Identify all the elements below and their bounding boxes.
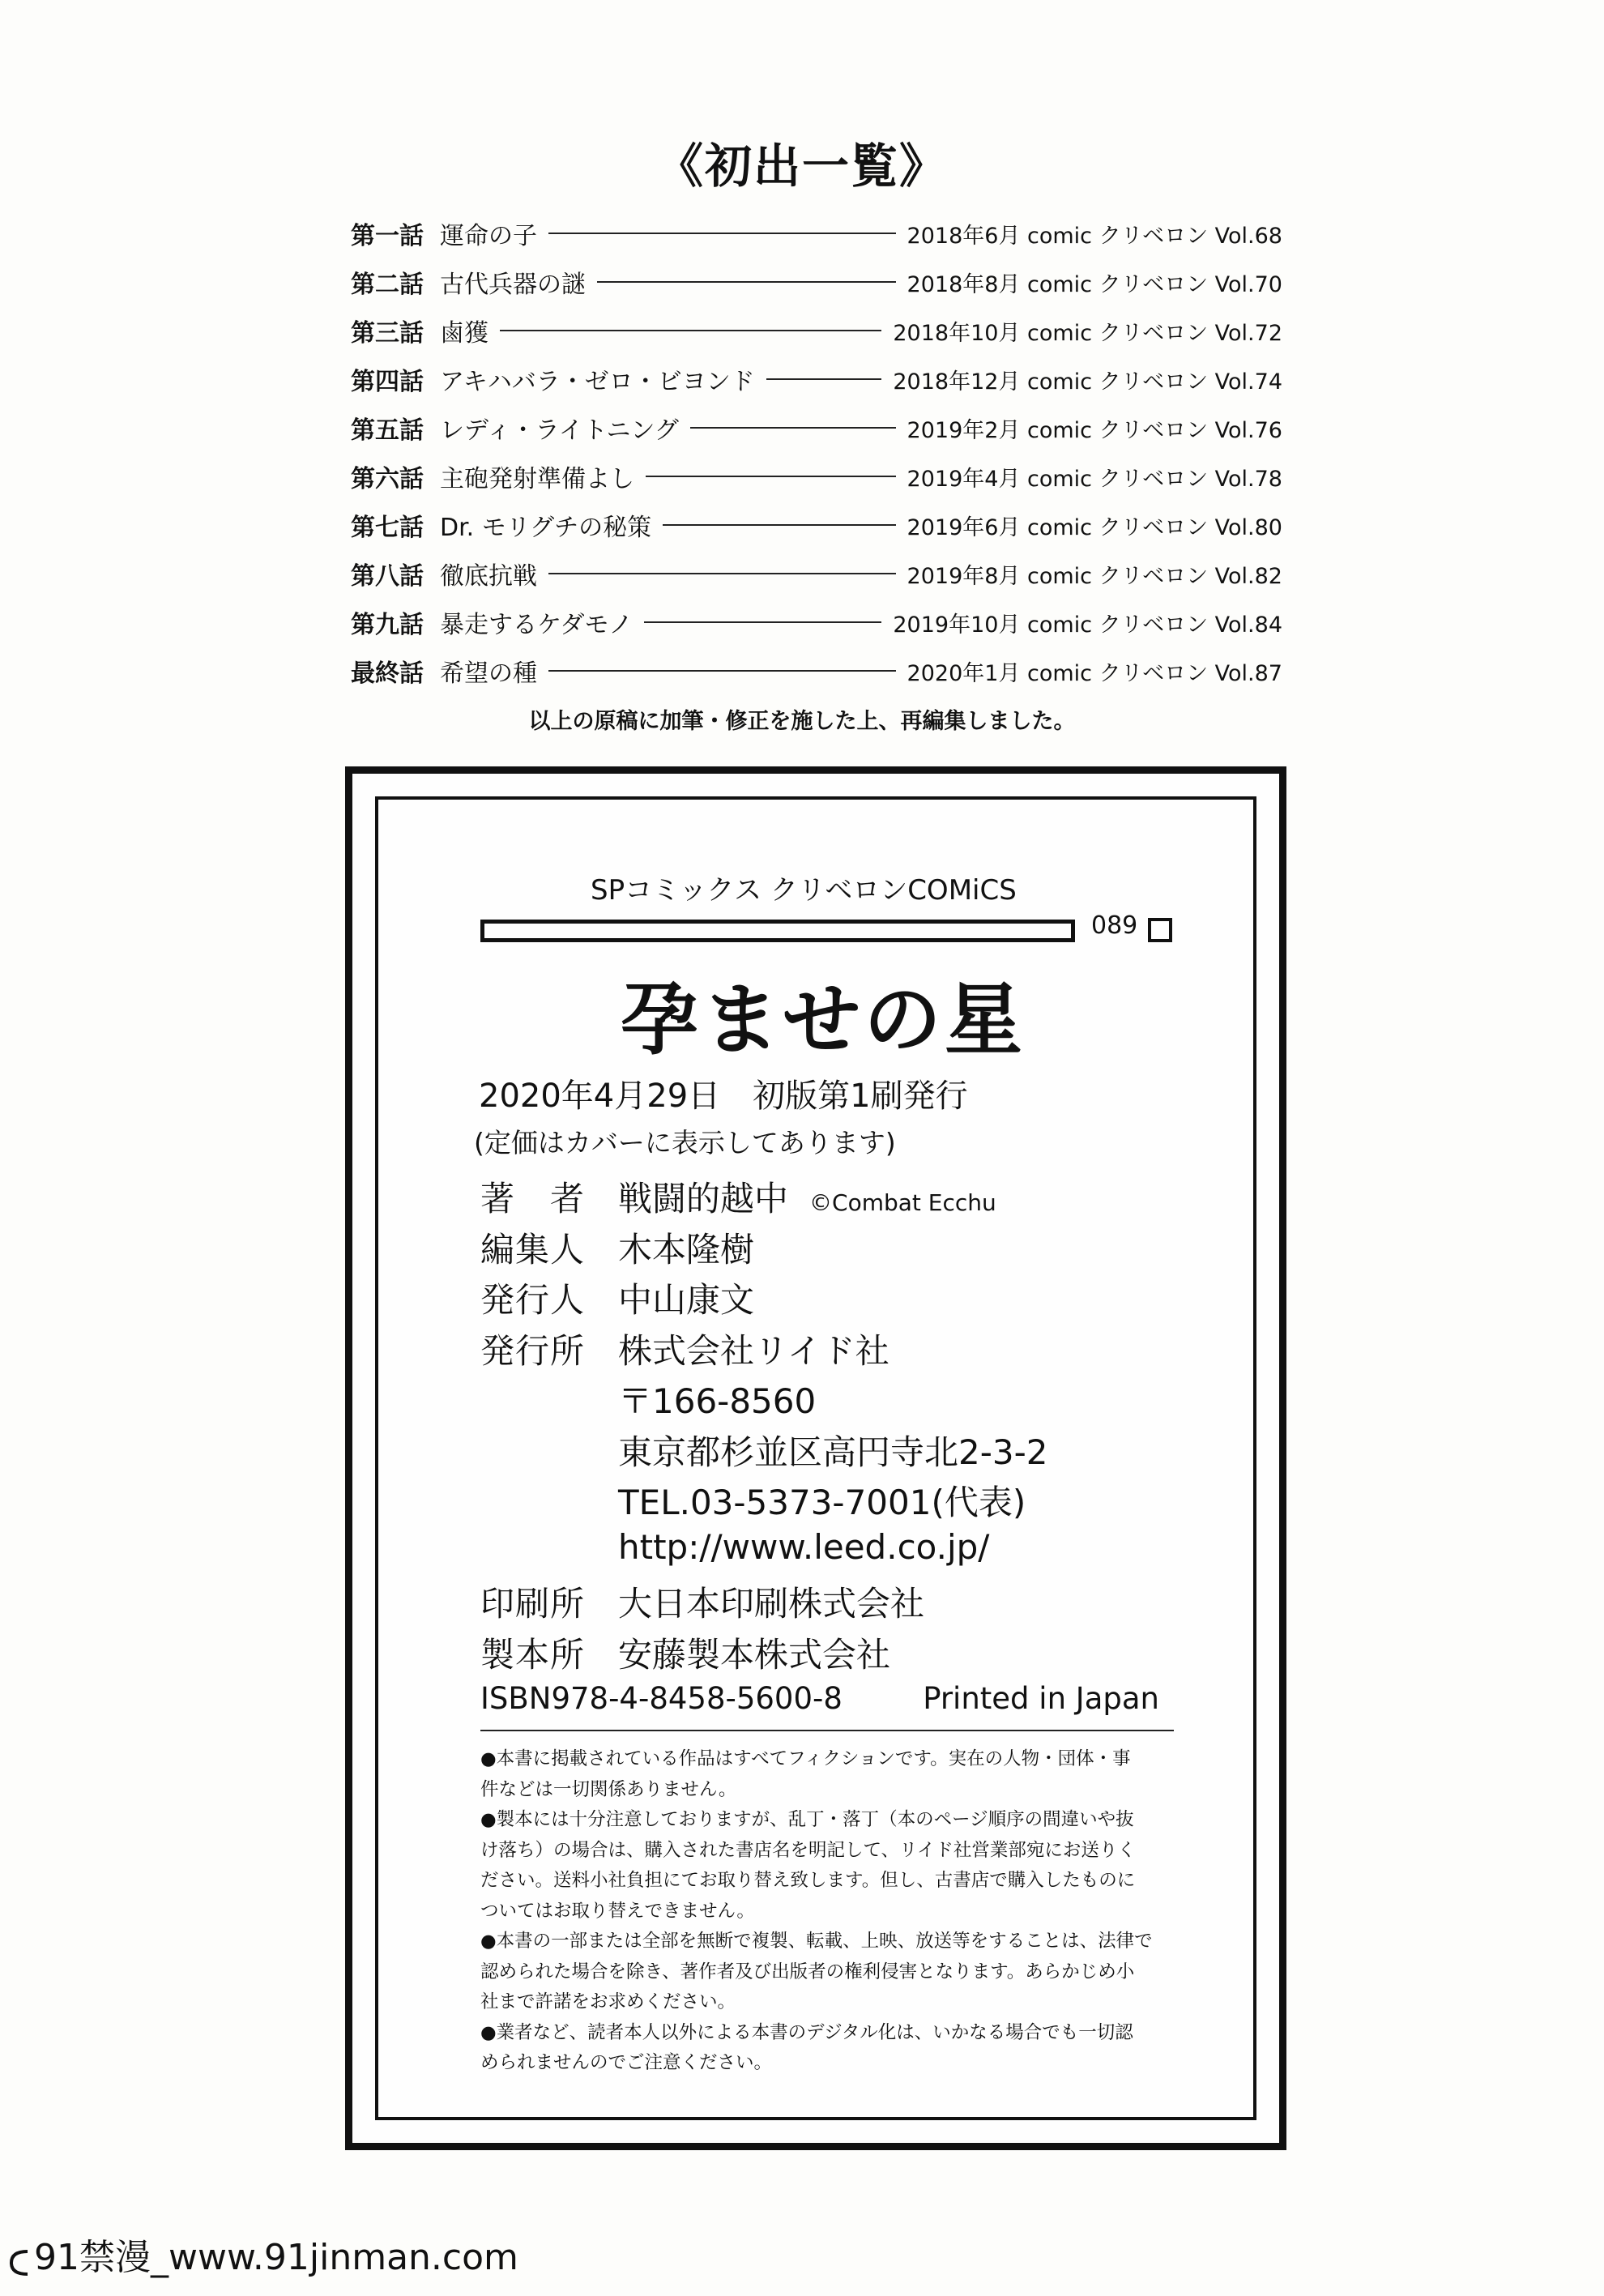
colophon-row — [480, 1274, 1047, 1325]
first-publication: 2019年10月 comic クリベロン Vol.84 — [893, 612, 1282, 638]
watermark-text: 91禁漫_www.91jinman.com — [34, 2237, 518, 2278]
leader-line — [597, 281, 896, 283]
colophon-label: 発行人 — [480, 1280, 586, 1320]
isbn: ISBN978-4-8458-5600-8 — [480, 1681, 843, 1716]
first-publication: 2018年8月 comic クリベロン Vol.70 — [907, 271, 1282, 297]
colophon-label: 著 者 — [480, 1179, 586, 1218]
first-publication: 2020年1月 comic クリベロン Vol.87 — [907, 660, 1282, 686]
code-box — [1148, 918, 1172, 942]
toc-row — [351, 452, 1282, 501]
note-line: ●本書に掲載されている作品はすべてフィクションです。実在の人物・団体・事 — [480, 1748, 1131, 1769]
colophon-value: 〒166-8560 — [618, 1381, 817, 1421]
colophon-inner-frame — [375, 796, 1256, 2120]
printed-in: Printed in Japan — [923, 1681, 1159, 1716]
colophon-value: 戦闘的越中 — [618, 1179, 789, 1218]
leader-line — [663, 524, 895, 526]
toc-list — [351, 209, 1282, 695]
first-publication: 2018年10月 comic クリベロン Vol.72 — [893, 320, 1282, 346]
colophon-row — [480, 1223, 1047, 1274]
toc-row — [351, 549, 1282, 598]
watermark — [8, 2228, 518, 2280]
chapter-number: 第八話 — [351, 562, 424, 591]
chapter-title: Dr. モリグチの秘策 — [440, 514, 652, 542]
colophon-info — [480, 1172, 1047, 1679]
colophon-value: 大日本印刷株式会社 — [618, 1584, 925, 1624]
colophon-label: 製本所 — [480, 1634, 586, 1675]
note-line: 認められた場合を除き、著作者及び出版者の権利侵害となります。あらかじめ小 — [480, 1961, 1135, 1982]
note-line: ●業者など、読者本人以外による本書のデジタル化は、いかなる場合でも一切認 — [480, 2021, 1133, 2043]
toc-row — [351, 306, 1282, 355]
chapter-number: 第二話 — [351, 271, 424, 299]
colophon-value: 安藤製本株式会社 — [618, 1634, 891, 1675]
bracket-icon — [8, 2245, 31, 2274]
leader-line — [644, 621, 881, 623]
colophon-value: TEL.03-5373-7001(代表) — [618, 1483, 1026, 1522]
note-line: け落ち）の場合は、購入された書店名を明記して、リイド社営業部宛にお送りく — [480, 1839, 1136, 1861]
colophon-value: 木本隆樹 — [618, 1229, 755, 1270]
colophon-label: 編集人 — [480, 1229, 586, 1270]
chapter-title: 暴走するケダモノ — [440, 611, 633, 639]
chapter-title: アキハバラ・ゼロ・ビヨンド — [440, 368, 755, 396]
colophon-row — [480, 1325, 1047, 1376]
note-line: ださい。送料小社負担にてお取り替え致します。但し、古書店で購入したものに — [480, 1870, 1136, 1891]
note-line: 件などは一切関係ありません。 — [480, 1778, 737, 1800]
colophon-row — [480, 1577, 1047, 1628]
leader-line — [766, 378, 882, 380]
note-line: ●製本には十分注意しておりますが、乱丁・落丁（本のページ順序の間違いや抜 — [480, 1809, 1134, 1830]
first-publication: 2018年6月 comic クリベロン Vol.68 — [907, 223, 1282, 249]
edit-note: 以上の原稿に加筆・修正を施した上、再編集しました。 — [528, 709, 1076, 734]
leader-line — [548, 233, 896, 234]
toc-row — [351, 647, 1282, 695]
chapter-title: 古代兵器の謎 — [440, 271, 586, 299]
first-publication: 2019年6月 comic クリベロン Vol.80 — [907, 514, 1282, 540]
page-title: 《初出一覧》 — [655, 139, 948, 194]
first-publication: 2018年12月 comic クリベロン Vol.74 — [893, 369, 1282, 395]
colophon-row — [480, 1426, 1047, 1477]
first-publication: 2019年2月 comic クリベロン Vol.76 — [907, 417, 1282, 443]
first-publication: 2019年4月 comic クリベロン Vol.78 — [907, 466, 1282, 492]
colophon-value: 中山康文 — [618, 1280, 755, 1320]
toc-row — [351, 403, 1282, 452]
colophon-label: 印刷所 — [480, 1584, 586, 1624]
leader-line — [646, 476, 896, 477]
leader-line — [690, 427, 896, 429]
note-line: ●本書の一部または全部を無断で複製、転載、上映、放送等をすることは、法律で — [480, 1931, 1153, 1952]
chapter-number: 第三話 — [351, 319, 424, 348]
leader-line — [500, 330, 881, 331]
chapter-title: 運命の子 — [440, 222, 537, 250]
price-note: (定価はカバーに表示してあります) — [474, 1127, 896, 1159]
chapter-number: 最終話 — [351, 659, 424, 688]
colophon-value: 株式会社リイド社 — [618, 1330, 889, 1371]
publication-date: 2020年4月29日 初版第1刷発行 — [479, 1078, 968, 1115]
chapter-title: 希望の種 — [440, 659, 537, 688]
chapter-title: レディ・ライトニング — [440, 416, 679, 445]
colophon-row — [480, 1476, 1047, 1527]
colophon-value: 東京都杉並区高円寺北2-3-2 — [618, 1432, 1048, 1472]
toc-row — [351, 209, 1282, 258]
leader-line — [548, 670, 896, 672]
chapter-number: 第四話 — [351, 368, 424, 396]
chapter-number: 第五話 — [351, 416, 424, 445]
chapter-number: 第七話 — [351, 514, 424, 542]
colophon-row — [480, 1172, 1047, 1223]
copyright: ©Combat Ecchu — [809, 1189, 996, 1216]
series-label: SPコミックス クリベロンCOMiCS — [591, 874, 1017, 907]
note-line: 社まで許諾をお求めください。 — [480, 1991, 736, 2012]
colophon-row — [480, 1375, 1047, 1426]
toc-row — [351, 258, 1282, 306]
chapter-title: 主砲発射準備よし — [440, 465, 634, 493]
leader-line — [548, 573, 896, 574]
book-title: 孕ませの星 — [621, 975, 1026, 1065]
toc-row — [351, 598, 1282, 647]
divider — [480, 1730, 1174, 1731]
toc-row — [351, 501, 1282, 549]
chapter-title: 鹵獲 — [440, 319, 488, 348]
toc-row — [351, 355, 1282, 403]
first-publication: 2019年8月 comic クリベロン Vol.82 — [907, 563, 1282, 589]
chapter-number: 第九話 — [351, 611, 424, 639]
chapter-title: 徹底抗戦 — [440, 562, 537, 591]
legal-notes — [480, 1744, 1185, 2079]
colophon-value: http://www.leed.co.jp/ — [618, 1526, 990, 1567]
colophon-row — [480, 1527, 1047, 1578]
colophon-frame — [345, 766, 1286, 2150]
chapter-number: 第一話 — [351, 222, 424, 250]
chapter-number: 第六話 — [351, 465, 424, 493]
note-line: ついてはお取り替えできません。 — [480, 1900, 755, 1922]
colophon-row — [480, 1628, 1047, 1679]
note-line: められませんのでご注意ください。 — [480, 2052, 773, 2073]
colophon-label: 発行所 — [480, 1330, 586, 1371]
code-number: 089 — [1091, 911, 1138, 940]
code-bar — [480, 920, 1075, 942]
